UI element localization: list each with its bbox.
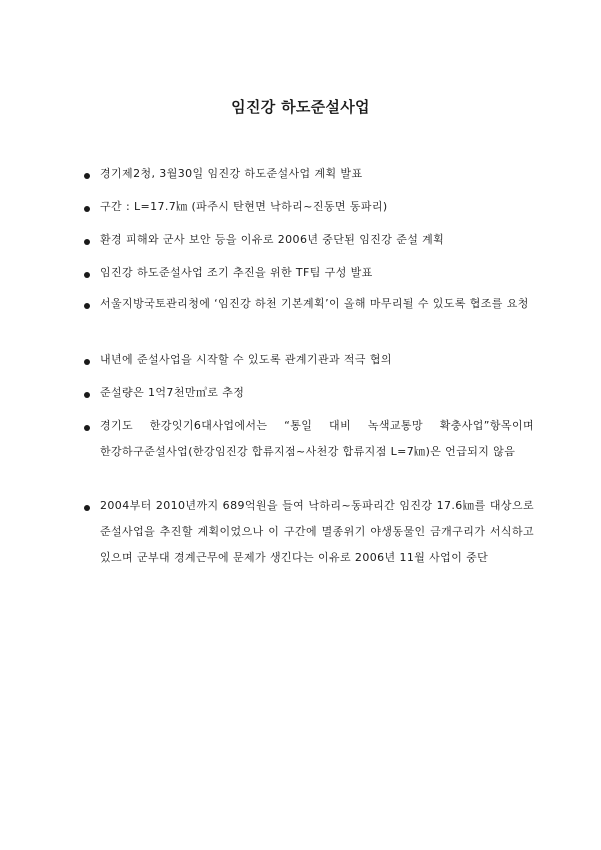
list-item [84, 168, 534, 187]
bullet-icon [84, 505, 90, 511]
bullet-icon [84, 425, 90, 431]
list-item [84, 354, 534, 373]
list-item-text: 2004부터 2010년까지 689억원을 들여 낙하리~동파리간 임진강 17.6㎞를 대상으로 준설사업을 추진할 계획이었으나 이 구간에 멸종위기 야생동물인 금개구리가 서식하고 있으며 군부대 경계근무에 문제가 생긴다는 이유로 2006년 11월 사업이 중단 [100, 499, 534, 564]
list-item-text: 서울지방국토관리청에 ‘임진강 하천 기본계획’이 올해 마무리될 수 있도록 협조를 요청 [100, 297, 529, 310]
document-title: 임진강 하도준설사업 [231, 98, 370, 116]
bullet-icon [84, 272, 90, 278]
list-item-text: 내년에 준설사업을 시작할 수 있도록 관계기관과 적극 협의 [100, 353, 392, 366]
bullet-icon [84, 303, 90, 309]
list-item-text: 임진강 하도준설사업 조기 추진을 위한 TF팀 구성 발표 [100, 266, 373, 279]
bullet-icon [84, 359, 90, 365]
list-item [84, 267, 534, 286]
list-item [84, 298, 534, 317]
list-item [84, 201, 534, 220]
bullet-icon [84, 239, 90, 245]
bullet-icon [84, 392, 90, 398]
list-item-text: 경기도 한강잇기6대사업에서는 “통일 대비 녹색교통망 확충사업”항목이며 한강하구준설사업(한강임진강 합류지점~사천강 합류지점 L=7㎞)은 언급되지 않음 [100, 419, 534, 458]
list-item-text: 준설량은 1억7천만㎥로 추정 [100, 386, 245, 399]
list-item-text: 구간 : L=17.7㎞ (파주시 탄현면 낙하리~진동면 동파리) [100, 200, 388, 213]
list-item [84, 420, 534, 465]
list-item [84, 387, 534, 406]
list-item [84, 234, 534, 253]
bullet-icon [84, 206, 90, 212]
bullet-icon [84, 173, 90, 179]
list-item [84, 500, 534, 571]
list-item-text: 환경 피해와 군사 보안 등을 이유로 2006년 중단된 임진강 준설 계획 [100, 233, 445, 246]
list-item-text: 경기제2청, 3월30일 임진강 하도준설사업 계획 발표 [100, 167, 363, 180]
